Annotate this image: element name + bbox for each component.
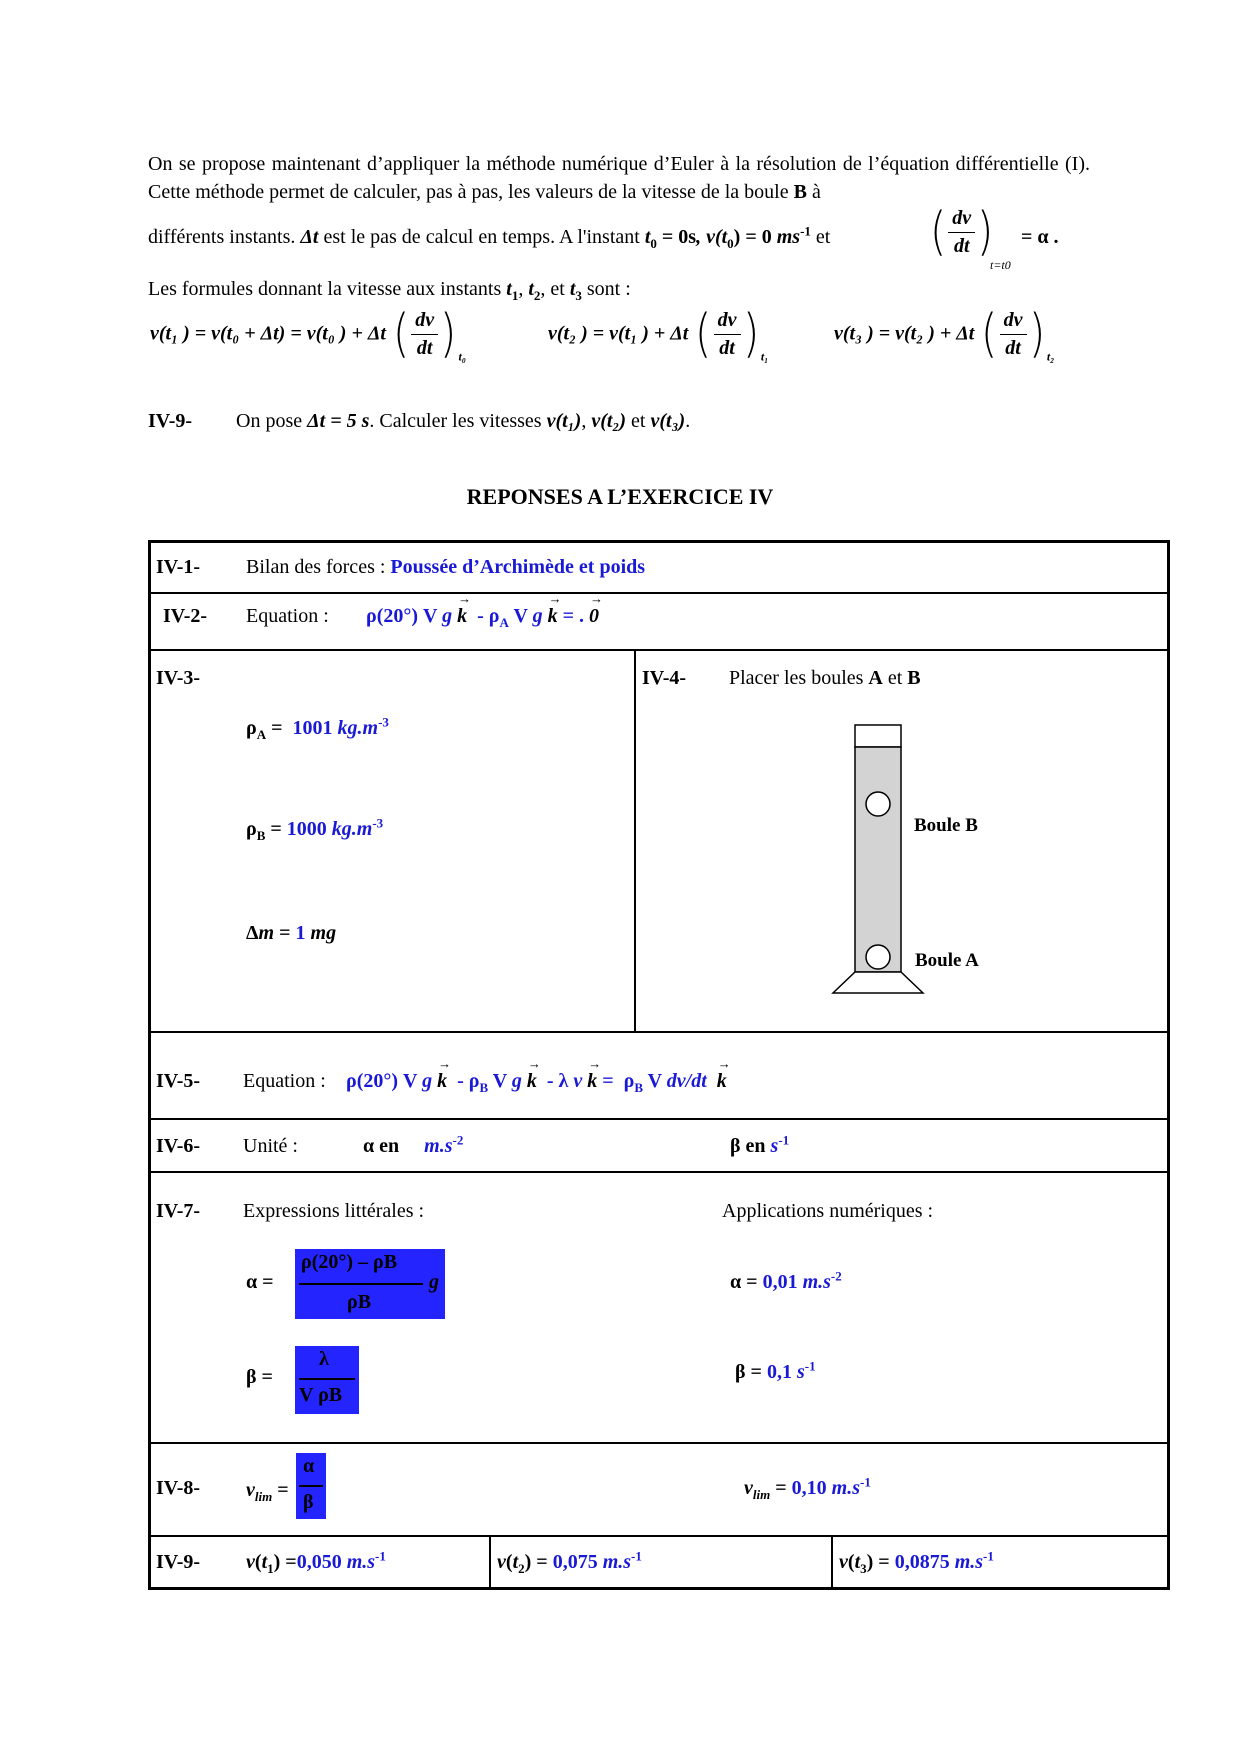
v3-exp: -1 bbox=[983, 1548, 994, 1564]
v1-value: 0,050 bbox=[296, 1551, 347, 1573]
v1-result: $v(t_1) =0,050$ $m.s^{-1}$ bbox=[246, 1548, 386, 1576]
vlim-fraction-bar bbox=[299, 1485, 323, 1487]
formulas-intro: Les formules donnant la vitesse aux instants $t_1$, $t_2$, et $t_3$ sont : bbox=[148, 278, 631, 303]
v1-exp: -1 bbox=[375, 1548, 386, 1564]
beta-unit-exp: -1 bbox=[778, 1132, 790, 1148]
intro-line3 bbox=[148, 202, 1090, 272]
alpha-res-label: α = bbox=[730, 1271, 763, 1293]
rho-a-unit: kg.m bbox=[337, 717, 379, 739]
deriv-num: dv bbox=[948, 207, 975, 233]
v1-unit: m.s bbox=[346, 1551, 376, 1573]
vlim-formula-box bbox=[296, 1453, 326, 1519]
formula-eval: t₂ bbox=[1046, 349, 1055, 364]
question-text: On pose Δt = 5 s. Calculer les vitesses v(t₁), v(t₂) et v(t₃). bbox=[236, 410, 691, 432]
formula-eval: t₀ bbox=[458, 349, 466, 364]
text: sont : bbox=[581, 278, 631, 300]
unit-exp: -1 bbox=[800, 223, 811, 239]
iv5-text: Equation : bbox=[243, 1070, 326, 1092]
alpha-num: ρ(20°) – ρB bbox=[301, 1251, 398, 1273]
beta-label: β en bbox=[730, 1135, 766, 1157]
vlim-result: $v_{lim} = 0,10$ $m.s^{-1}$ bbox=[744, 1474, 871, 1502]
v2-unit: m.s bbox=[602, 1551, 632, 1573]
formula-lhs: v(t₁ ) = v(t₀ + Δt) = v(t₀ ) + Δt bbox=[150, 322, 386, 345]
v3-unit: m.s bbox=[954, 1551, 984, 1573]
v3-value: 0,0875 bbox=[894, 1551, 955, 1573]
row-divider bbox=[151, 1031, 1167, 1033]
alpha-unit bbox=[363, 1132, 464, 1158]
sep: , bbox=[518, 278, 529, 300]
iv7-beta-label: β = bbox=[246, 1366, 273, 1388]
iv5-answer: ρ(20°) V $g \to k - \rho_B$ V g → k - λ $v \to k = \rho_B$ V dv/dt → k bbox=[346, 1070, 727, 1093]
v1: v(t₁) bbox=[546, 410, 582, 432]
row-divider bbox=[151, 1535, 1167, 1537]
iv7-num-title: Applications numériques : bbox=[722, 1200, 934, 1222]
v2: v(t₂) bbox=[591, 410, 627, 432]
iv2-content bbox=[246, 605, 329, 628]
iv5-label: IV-5- bbox=[156, 1070, 201, 1092]
text: et bbox=[626, 410, 651, 432]
text: différents instants. bbox=[148, 226, 301, 248]
alpha-result bbox=[730, 1268, 842, 1294]
alpha-formula-box bbox=[295, 1249, 445, 1319]
iv2-label: IV-2- bbox=[163, 605, 208, 627]
iv2-answer: ρ(20°) V $g \to k - \rho_A$ V g → k = . → 0 bbox=[366, 605, 599, 628]
row-divider bbox=[151, 1118, 1167, 1120]
iv2-text: Equation : bbox=[246, 605, 329, 627]
vlim-den: β bbox=[303, 1491, 314, 1513]
dm-value: 1 bbox=[295, 922, 311, 944]
unit: ms bbox=[776, 226, 801, 248]
deriv-eval: t=t0 bbox=[990, 258, 1011, 272]
col-divider bbox=[489, 1535, 491, 1587]
v3: v(t₃) bbox=[650, 410, 686, 432]
intro-text-end: à bbox=[806, 181, 821, 203]
iv7-label: IV-7- bbox=[156, 1200, 201, 1222]
vlim-label: $v_{lim}$ = bbox=[246, 1479, 289, 1504]
cylinder-top bbox=[855, 725, 901, 747]
vlim-num: α bbox=[303, 1455, 315, 1477]
alpha-g: g bbox=[429, 1271, 439, 1293]
t2: t bbox=[528, 278, 534, 300]
alpha-fraction-bar bbox=[299, 1283, 423, 1285]
iv5-content bbox=[243, 1070, 326, 1093]
iv1-content bbox=[246, 556, 645, 579]
beta-num: λ bbox=[319, 1348, 329, 1370]
boule-b-label: Boule B bbox=[914, 815, 978, 836]
v2-value: 0,075 bbox=[552, 1551, 603, 1573]
vlim-res-exp: -1 bbox=[859, 1474, 871, 1490]
v-t0: v(t bbox=[706, 226, 728, 248]
sep: , et bbox=[540, 278, 570, 300]
iv9-label: IV-9- bbox=[156, 1551, 201, 1573]
iv6-label: IV-6- bbox=[156, 1135, 201, 1157]
beta-res-unit: s bbox=[796, 1361, 805, 1383]
rho-b-value: 1000 bbox=[286, 818, 332, 840]
iv4-text: Placer les boules bbox=[729, 667, 869, 689]
beta-unit-value: s bbox=[770, 1135, 779, 1157]
text: . bbox=[685, 410, 691, 432]
iv3-label: IV-3- bbox=[156, 667, 201, 689]
v2-exp: -1 bbox=[631, 1548, 642, 1564]
col-divider bbox=[831, 1535, 833, 1587]
beta-fraction-bar bbox=[299, 1378, 355, 1380]
beta-unit bbox=[730, 1132, 790, 1158]
formula-1: v(t₁ ) = v(t₀ + Δt) = v(t₀ ) + Δt ( $\frac{dv}{dt}$ ) $_{t_0}$ bbox=[150, 304, 466, 364]
formula-3: v(t₃ ) = v(t₂ ) + Δt ( $\frac{dv}{dt}$ ) $_{t_2}$ bbox=[834, 304, 1055, 364]
delta-t-value: Δt = 5 s bbox=[307, 410, 370, 432]
boule-a-label: Boule A bbox=[915, 950, 979, 971]
v-t0-cond: ) = 0 bbox=[733, 226, 777, 248]
intro-paragraph bbox=[148, 150, 1090, 206]
v2-result: $v(t_2) = 0,075$ $m.s^{-1}$ bbox=[497, 1548, 642, 1576]
row-divider bbox=[151, 1171, 1167, 1173]
beta-res-exp: -1 bbox=[804, 1358, 816, 1374]
v3-result: $v(t_3) = 0,0875$ $m.s^{-1}$ bbox=[839, 1548, 994, 1576]
t0-label: t bbox=[644, 226, 651, 248]
text: et bbox=[810, 226, 831, 248]
alpha-label: α en bbox=[363, 1135, 400, 1157]
deriv-den: dt bbox=[953, 234, 970, 257]
beta-formula-box bbox=[295, 1346, 359, 1414]
cylinder-base bbox=[833, 972, 923, 993]
iv7-alpha-label: α = bbox=[246, 1271, 274, 1293]
formula-lhs: v(t₂ ) = v(t₁ ) + Δt bbox=[548, 322, 689, 345]
intro-text: On se propose maintenant d’appliquer la méthode numérique d’Euler à la résolution de l’équation différentielle (I). Cette méthode permet de calculer, pas à pas, les valeurs de la vitesse de la boule bbox=[148, 153, 1090, 203]
text: Les formules donnant la vitesse aux instants bbox=[148, 278, 507, 300]
alpha-res-exp: -2 bbox=[830, 1268, 842, 1284]
text: . Calculer les vitesses bbox=[369, 410, 547, 432]
intro-derivative: ( $\frac{dv}{dt}$ ) bbox=[930, 202, 994, 262]
text: est le pas de calcul en temps. A l'instant bbox=[318, 226, 645, 248]
alpha-den: ρB bbox=[347, 1291, 372, 1313]
euler-formulas bbox=[150, 304, 1100, 378]
rho-a-line: $\rho_A = 1001$ $kg.m^{-3}$ bbox=[246, 714, 389, 742]
boule-b-circle bbox=[866, 792, 890, 816]
formula-2: v(t₂ ) = v(t₁ ) + Δt ( $\frac{dv}{dt}$ ) $_{t_1}$ bbox=[548, 304, 769, 364]
boule-a-circle bbox=[866, 945, 890, 969]
beta-den: V ρB bbox=[299, 1384, 343, 1406]
iv1-label: IV-1- bbox=[156, 556, 201, 578]
col-divider bbox=[634, 649, 636, 1031]
iv1-text: Bilan des forces : bbox=[246, 556, 391, 578]
t1: t bbox=[506, 278, 512, 300]
beta-res-label: β = bbox=[735, 1361, 767, 1383]
beta-result bbox=[735, 1358, 816, 1384]
iv1-answer: Poussée d’Archimède et poids bbox=[390, 556, 646, 578]
iv8-label: IV-8- bbox=[156, 1477, 201, 1499]
alpha-res-unit: m.s bbox=[802, 1271, 831, 1293]
iv4-content bbox=[729, 667, 921, 690]
t0-cond: = 0s bbox=[656, 226, 697, 248]
vlim-res-value: 0,10 bbox=[791, 1477, 832, 1499]
iv4-b: B bbox=[907, 667, 921, 689]
row-divider bbox=[151, 649, 1167, 651]
iv4-a: A bbox=[868, 667, 883, 689]
alpha-res-value: 0,01 bbox=[762, 1271, 803, 1293]
alpha-unit-exp: -2 bbox=[452, 1132, 464, 1148]
formula-lhs: v(t₃ ) = v(t₂ ) + Δt bbox=[834, 322, 975, 345]
rho-b-line: $\rho_B = 1000$ $kg.m^{-3}$ bbox=[246, 815, 384, 843]
formula-eval: t₁ bbox=[760, 349, 769, 364]
beta-res-value: 0,1 bbox=[766, 1361, 797, 1383]
rho-a-value: 1001 bbox=[292, 717, 338, 739]
rho-b-exp: -3 bbox=[372, 815, 384, 831]
cylinder-liquid bbox=[855, 747, 901, 972]
iv4-et: et bbox=[882, 667, 908, 689]
intro-line3-text: différents instants. Δt est le pas de calcul en temps. A l'instant $t_0 = 0s$, $v(t_0) = 0$ $ms^{-1}$ et bbox=[148, 223, 831, 251]
boule-b-ref: B bbox=[793, 181, 807, 203]
question-label: IV-9- bbox=[148, 410, 193, 432]
row-divider bbox=[151, 1442, 1167, 1444]
delta-t: Δt bbox=[300, 226, 319, 248]
equals-alpha: = α . bbox=[1021, 226, 1059, 248]
answers-title: REPONSES A L’EXERCICE IV bbox=[466, 484, 774, 509]
alpha-unit-value: m.s bbox=[424, 1135, 453, 1157]
text: On pose bbox=[236, 410, 308, 432]
rho-a-exp: -3 bbox=[378, 714, 389, 730]
iv6-text: Unité : bbox=[243, 1135, 298, 1157]
rho-b-unit: kg.m bbox=[331, 818, 373, 840]
dm-line: Δm = 1 mg bbox=[246, 922, 337, 944]
vlim-res-unit: m.s bbox=[831, 1477, 860, 1499]
answers-table bbox=[148, 540, 1170, 1590]
row-divider bbox=[151, 592, 1167, 594]
iv4-label: IV-4- bbox=[642, 667, 687, 689]
question-iv9 bbox=[148, 410, 691, 433]
iv7-expr-title: Expressions littérales : bbox=[243, 1200, 425, 1222]
t3: t bbox=[569, 278, 576, 300]
dm-unit: mg bbox=[310, 922, 337, 944]
